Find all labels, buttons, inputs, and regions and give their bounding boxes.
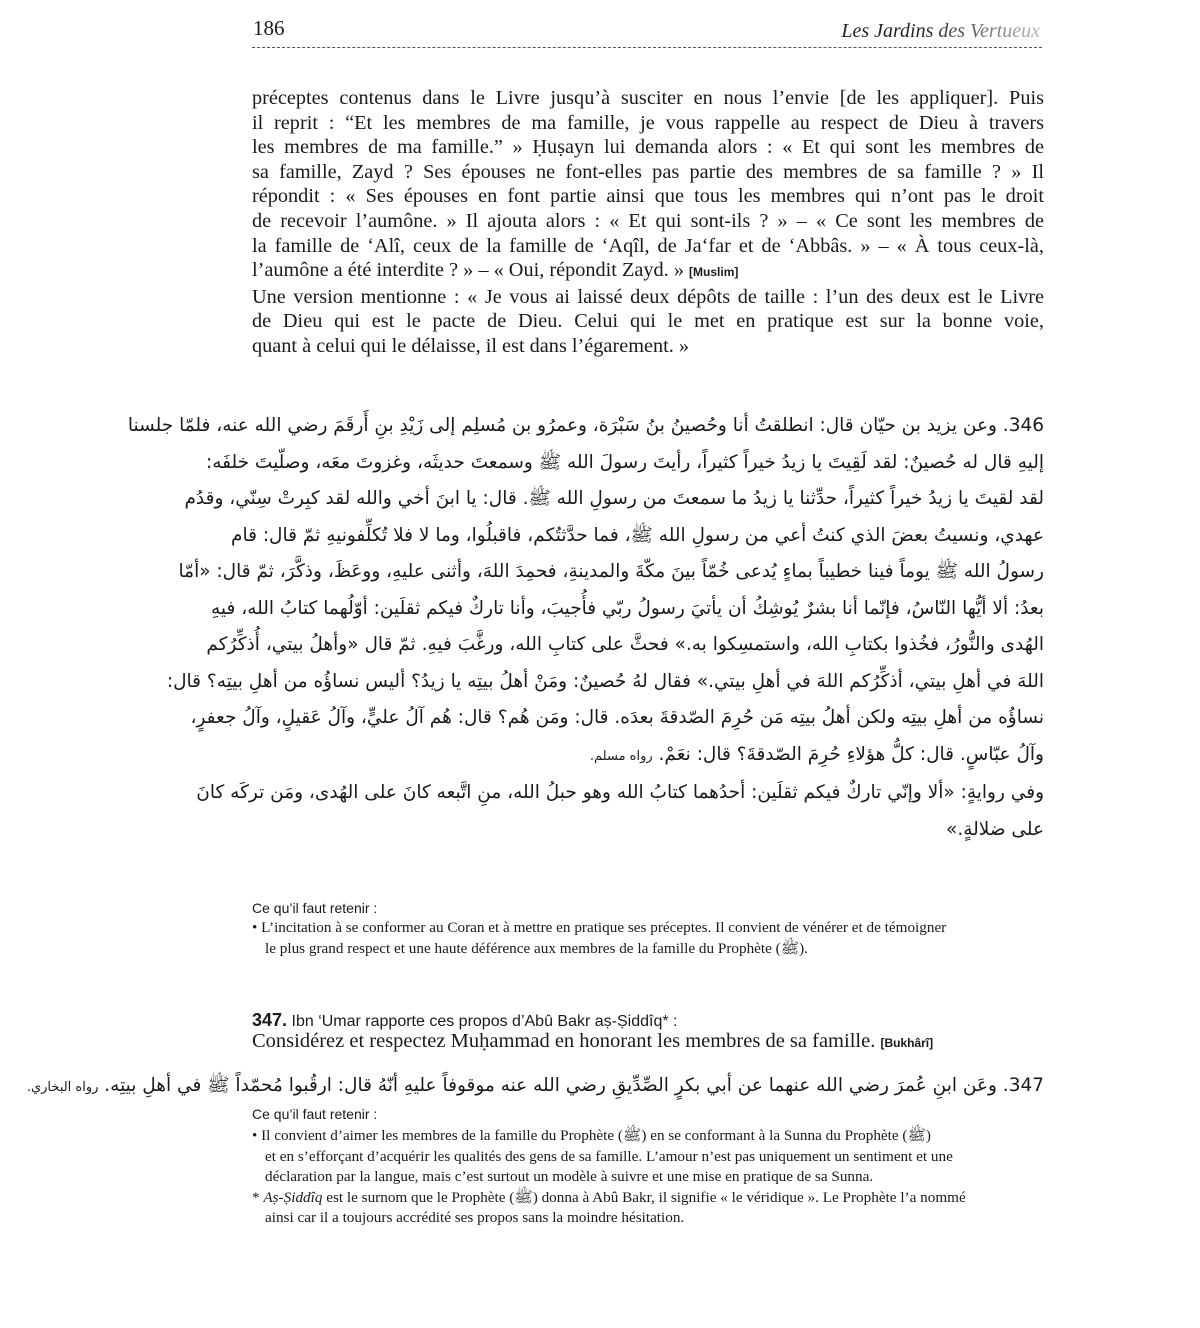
arabic-source: رواه مسلم. [589, 748, 653, 764]
quote-text: Considérez et respectez Muḥammad en honorant les membres de sa famille. [252, 1030, 876, 1052]
hadith-intro: Ibn ‘Umar rapporte ces propos d’Abû Bakr aṣ-Ṣiddîq* : [291, 1013, 678, 1030]
footnote-mark: * [252, 1188, 260, 1206]
retain-heading: Ce qu’il faut retenir : [252, 1106, 378, 1122]
footnote-text: est le surnom que le Prophète (ﷺ) donna à Abû Bakr, il signifie « le véridique ». Le Prophète l’a nommé [322, 1188, 966, 1206]
hadith-347-heading [252, 1010, 677, 1031]
arabic-line [252, 737, 1044, 776]
arabic-source: رواه البخاري. [26, 1080, 99, 1095]
text-line: sa famille, Zayd ? Ses épouses ne font-elles pas partie des membres de sa famille ? » Il [252, 160, 1044, 183]
arabic-line: اللهَ في أهلِ بيتي، أذكِّرُكم اللهَ في أهلِ بيتي.» فقال لهُ حُصينٌ: ومَنْ أهلُ بيتِه يا زيدُ؟ أليس نساؤُه من أهلِ بيتِه؟ قال: [166, 670, 1044, 692]
text-line: Une version mentionne : « Je vous ai laissé deux dépôts de taille : l’un des deux est le Livre [252, 285, 1044, 308]
retain-bullets [252, 918, 1044, 959]
footnote-line [252, 1188, 1044, 1209]
arabic-line: على ضلالةٍ.» [946, 818, 1044, 840]
bullet-icon: • [252, 1127, 258, 1144]
hadith-number: 347. [252, 1010, 288, 1030]
bullet-text: Il convient d’aimer les membres de la famille du Prophète (ﷺ) en se conformant à la Sunna du Prophète (ﷺ) [261, 1127, 931, 1144]
bullet-line [252, 918, 1044, 939]
arabic-line: الهُدى والنُّورُ، فخُذوا بكتابِ الله، واستمسِكوا به.» فحثَّ على كتابِ الله، ورغَّبَ فيهِ. ثمّ قال «وأهلُ بيتي، أُذكِّرُكم [206, 634, 1044, 655]
arabic-line: بعدُ: ألا أيُّها النّاسُ، فإنّما أنا بشرٌ يُوشِكُ أن يأتيَ رسولُ ربّي فأُجيبَ، وأنا تاركٌ فيكم ثقلَين: أوّلُهما كتابُ الله، فيهِ [211, 597, 1044, 619]
bullet-line: déclaration par la langue, mais c’est surtout un modèle à suivre et une mise en pratique de sa Sunna. [265, 1168, 874, 1185]
bullet-icon: • [252, 919, 258, 936]
text-line: il reprit : “Et les membres de ma famille, je vous rappelle au respect de Dieu à travers [252, 111, 1044, 134]
arabic-line-content: وآلُ عبّاسٍ. قال: كلُّ هؤلاءِ حُرِمَ الصّدقةَ؟ قال: نعَمْ. [658, 743, 1044, 765]
arabic-line-content: 347. وعَن ابنِ عُمرَ رضي الله عنهما عن أبي بكرٍ الصِّدِّيقِ رضي الله عنه موقوفاً عليهِ أنّهُ قال: ارقُبوا مُحمّداً ﷺ في أهلِ بيتِه. [104, 1075, 1044, 1096]
arabic-line: 346. وعن يزيد بن حيّان قال: انطلقتُ أنا وحُصينُ بنُ سَبْرَة، وعمرُو بن مُسلِم إلى زَيْدِ بنِ أَرقَمَ رضي الله عنه، فلمّا جلسنا [127, 415, 1044, 436]
arabic-hadith-346 [127, 408, 1044, 848]
bullet-line [252, 1126, 1044, 1147]
hadith-347-quote [252, 1030, 933, 1053]
arabic-line: نساؤُه من أهلِ بيتِه ولكن أهلُ بيتِه مَن حُرِمَ الصّدقةَ بعدَه. قال: ومَن هُم؟ قال: هُم آلُ عليٍّ، وآلُ عَقيلٍ، وآلُ جعفرٍ، [190, 707, 1044, 728]
bullet-line: et en s’efforçant d’acquérir les qualités des gens de sa famille. L’amour n’est pas uniquement un sentiment et une [265, 1147, 953, 1165]
arabic-line: عهدي، ونسيتُ بعضَ الذي كنتُ أعي من رسولِ الله ﷺ، فما حدَّثتُكم، فاقبلُوا، وما لا فلا تُكلِّفونيهِ ثمّ قال: قام [231, 524, 1044, 546]
text-line: de Dieu qui est le pacte de Dieu. Celui qui le met en pratique est sur la bonne voie, [252, 310, 1044, 333]
text-line [252, 258, 1044, 285]
arabic-line: رسولُ الله ﷺ يوماً فينا خطيباً بماءٍ يُدعى خُمّاً بينَ مكّةَ والمدينةِ، فحمِدَ اللهَ، وأثنى عليهِ، ووعَظَ، وذكَّرَ، ثمّ قال: «أمّا [178, 561, 1044, 582]
arabic-line: إليهِ قال له حُصينٌ: لقد لَقِيتَ يا زيدُ خيراً كثيراً، رأيتَ رسولَ الله ﷺ وسمعتَ حديثَه، وغزوتَ معَه، وصلّيتَ خلفَه: [205, 451, 1044, 473]
bullet-text: L’incitation à se conformer au Coran et à mettre en pratique ses préceptes. Il convient de vénérer et de témoigner [261, 919, 947, 936]
arabic-line [26, 1068, 1044, 1107]
text-line: répondit : « Ses épouses en font partie ainsi que tous les membres qui n’ont pas le droit [252, 185, 1044, 208]
running-title: Les Jardins des Vertueux [841, 20, 1040, 42]
page-number: 186 [253, 16, 285, 40]
text-line: préceptes contenus dans le Livre jusqu’à susciter en nous l’envie [de les appliquer]. Puis [252, 87, 1044, 109]
text-line: les membres de ma famille.” » Ḥuṣayn lui demanda alors : « Et qui sont les membres de [252, 136, 1044, 159]
french-paragraph [252, 86, 1044, 359]
text-line-content: l’aumône a été interdite ? » – « Oui, répondit Zayd. » [252, 259, 684, 282]
arabic-line: لقد لقيتَ يا زيدُ خيراً كثيراً، حدِّثنا يا زيدُ ما سمعتَ من رسولِ الله ﷺ. قال: يا ابنَ أخي والله لقد كبِرتْ سِنّي، وقدُم [184, 488, 1044, 509]
footnote-term: Aṣ-Ṣiddîq [263, 1188, 323, 1206]
source-label: [Bukhârî] [880, 1036, 934, 1050]
bullet-line: le plus grand respect et une haute déférence aux membres de la famille du Prophète (ﷺ). [265, 939, 808, 957]
text-line: de recevoir l’aumône. » Il ajouta alors : « Et qui sont-ils ? » – « Ce sont les membres de [252, 209, 1044, 232]
arabic-line: وفي روايةٍ: «ألا وإنّي تاركٌ فيكم ثقلَين: أحدُهما كتابُ الله وهو حبلُ الله، منِ اتَّبعه كانَ على الهُدى، ومَن تركَه كانَ [196, 782, 1044, 803]
retain-heading: Ce qu’il faut retenir : [252, 900, 378, 916]
source-label: [Muslim] [689, 265, 739, 280]
header-rule [252, 47, 1042, 48]
text-line: la famille de ‘Alî, ceux de la famille de ‘Aqîl, de Ja‘far et de ‘Abbâs. » – « À tous ceux-là, [252, 234, 1044, 257]
arabic-hadith-347 [26, 1068, 1044, 1107]
text-line: quant à celui qui le délaisse, il est dans l’égarement. » [252, 334, 690, 357]
footnote-line: ainsi car il a toujours accrédité ses propos sans la moindre hésitation. [265, 1209, 685, 1226]
retain-bullets [252, 1126, 1044, 1229]
